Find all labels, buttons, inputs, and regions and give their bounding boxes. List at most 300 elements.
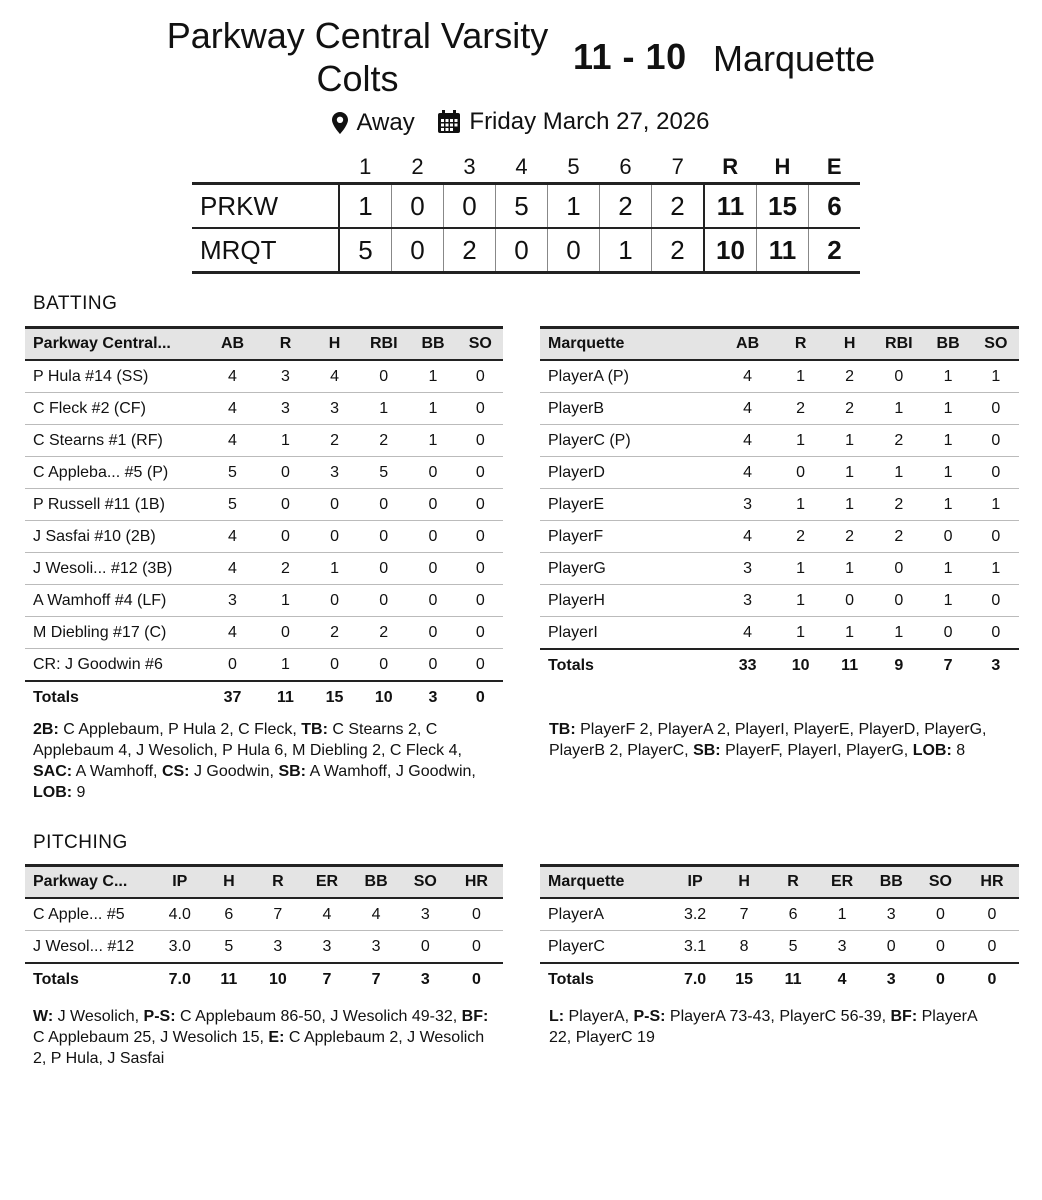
- stat-value: 0: [310, 521, 359, 553]
- stat-value: 11: [769, 963, 818, 995]
- note-label: LOB:: [33, 784, 73, 801]
- note-text: C Stearns 2, C Applebaum 4, J Wesolich, P Hula 6, M Diebling 2, C Fleck 4,: [33, 721, 462, 759]
- totals-label: Totals: [25, 963, 155, 995]
- note-label: P-S:: [633, 1008, 666, 1025]
- stat-value: 5: [204, 489, 261, 521]
- column-header: SO: [413, 873, 437, 890]
- column-header: ER: [831, 873, 854, 890]
- stat-value: 3: [818, 931, 867, 964]
- stat-value: 0: [359, 489, 408, 521]
- away-pitching-notes: [549, 1006, 989, 1048]
- stat-value: 3: [401, 898, 450, 931]
- column-header: Marquette: [548, 335, 625, 352]
- stat-value: 0: [916, 931, 965, 964]
- player-row: [25, 489, 503, 521]
- stat-value: 0: [973, 585, 1019, 617]
- note-label: SB:: [693, 742, 721, 759]
- stat-value: 3: [973, 649, 1019, 681]
- player-row: [25, 521, 503, 553]
- column-header: AB: [220, 335, 245, 352]
- stat-value: 15: [720, 963, 769, 995]
- stat-value: 0: [458, 553, 503, 585]
- note-label: BF:: [461, 1008, 489, 1025]
- note-label: BF:: [890, 1008, 918, 1025]
- stat-value: 1: [923, 585, 972, 617]
- team-abbr: MRQT: [200, 234, 277, 265]
- runs-header: R: [722, 154, 739, 179]
- stat-value: 0: [401, 931, 450, 964]
- game-header: [0, 14, 1042, 104]
- note-label: TB:: [301, 721, 328, 738]
- player-name: PlayerA: [540, 898, 671, 931]
- inning-score: 2: [600, 184, 652, 229]
- stat-value: 6: [769, 898, 818, 931]
- errors-total: 6: [809, 184, 861, 229]
- stat-value: 0: [408, 521, 457, 553]
- note-text: PlayerF, PlayerI, PlayerG,: [720, 742, 913, 759]
- inning-score: 1: [600, 228, 652, 273]
- inning-score: 0: [444, 184, 496, 229]
- note-text: A Wamhoff,: [72, 763, 162, 780]
- stat-value: 1: [825, 617, 874, 650]
- stat-value: 2: [359, 425, 408, 457]
- stat-value: 1: [923, 489, 972, 521]
- stat-value: 3: [401, 963, 450, 995]
- totals-label: Totals: [25, 681, 204, 713]
- inning-score: 0: [392, 184, 444, 229]
- stat-value: 0: [408, 553, 457, 585]
- stat-value: 1: [923, 360, 972, 393]
- stat-value: 7: [720, 898, 769, 931]
- stat-value: 15: [310, 681, 359, 713]
- stat-value: 1: [776, 585, 825, 617]
- player-name: PlayerA (P): [540, 360, 719, 393]
- player-row: [25, 898, 503, 931]
- player-name: PlayerD: [540, 457, 719, 489]
- column-header: R: [794, 335, 807, 352]
- stat-value: 4: [719, 521, 776, 553]
- stat-value: 1: [923, 393, 972, 425]
- stat-value: 4: [204, 617, 261, 649]
- stat-value: 1: [973, 360, 1019, 393]
- note-label: P-S:: [143, 1008, 176, 1025]
- stat-value: 0: [458, 457, 503, 489]
- stat-value: 3: [867, 898, 916, 931]
- stat-value: 3: [719, 585, 776, 617]
- column-header: BB: [421, 335, 445, 352]
- player-name: PlayerB: [540, 393, 719, 425]
- player-name: PlayerE: [540, 489, 719, 521]
- note-label: LOB:: [912, 742, 952, 759]
- player-name: P Russell #11 (1B): [25, 489, 204, 521]
- stat-value: 0: [965, 963, 1019, 995]
- player-name: C Appleba... #5 (P): [25, 457, 204, 489]
- home-team-name: Parkway Central Varsity Colts: [166, 15, 549, 99]
- note-text: C Applebaum 86-50, J Wesolich 49-32,: [175, 1008, 462, 1025]
- player-row: [25, 425, 503, 457]
- column-header: Parkway Central...: [33, 335, 171, 352]
- totals-row: [25, 681, 503, 713]
- stat-value: 0: [973, 457, 1019, 489]
- stat-value: 10: [359, 681, 408, 713]
- team-column-header: [192, 152, 339, 184]
- inning-score: 5: [496, 184, 548, 229]
- column-header: R: [279, 335, 292, 352]
- stat-value: 1: [825, 457, 874, 489]
- stat-value: 1: [310, 553, 359, 585]
- inning-header: 4: [515, 154, 528, 179]
- stat-value: 7.0: [671, 963, 720, 995]
- stat-value: 0: [408, 585, 457, 617]
- line-score-table: [192, 152, 860, 274]
- note-text: PlayerA,: [564, 1008, 634, 1025]
- stat-value: 4: [310, 360, 359, 393]
- location-label: Away: [356, 109, 415, 136]
- stat-value: 0: [310, 489, 359, 521]
- stat-value: 1: [874, 457, 923, 489]
- column-header: R: [272, 873, 284, 890]
- stat-value: 2: [359, 617, 408, 649]
- stat-value: 0: [458, 360, 503, 393]
- column-header: HR: [464, 873, 488, 890]
- stat-value: 6: [204, 898, 253, 931]
- stat-value: 0: [458, 393, 503, 425]
- stat-value: 0: [359, 521, 408, 553]
- player-name: C Fleck #2 (CF): [25, 393, 204, 425]
- stat-value: 1: [825, 553, 874, 585]
- stat-value: 1: [973, 489, 1019, 521]
- player-name: P Hula #14 (SS): [25, 360, 204, 393]
- inning-score: 2: [652, 184, 705, 229]
- stat-value: 1: [973, 553, 1019, 585]
- player-row: [540, 617, 1019, 650]
- stat-value: 3: [719, 489, 776, 521]
- column-header: BB: [364, 873, 388, 890]
- date-label: Friday March 27, 2026: [469, 108, 710, 135]
- stat-value: 2: [310, 617, 359, 649]
- player-row: [25, 553, 503, 585]
- stat-value: 0: [973, 617, 1019, 650]
- player-name: CR: J Goodwin #6: [25, 649, 204, 682]
- stat-value: 0: [261, 489, 310, 521]
- stat-value: 10: [776, 649, 825, 681]
- stat-value: 0: [965, 898, 1019, 931]
- note-label: SAC:: [33, 763, 73, 780]
- stat-value: 1: [359, 393, 408, 425]
- stat-value: 2: [825, 521, 874, 553]
- stat-value: 4: [204, 360, 261, 393]
- column-header: H: [843, 335, 856, 352]
- stat-value: 7: [923, 649, 972, 681]
- stat-value: 0: [458, 489, 503, 521]
- stat-value: 1: [874, 393, 923, 425]
- stat-value: 4: [204, 393, 261, 425]
- player-row: [540, 931, 1019, 964]
- note-text: J Wesolich,: [53, 1008, 144, 1025]
- stat-value: 3: [204, 585, 261, 617]
- note-text: C Applebaum 25, J Wesolich 15,: [33, 1029, 269, 1046]
- calendar-icon: [437, 110, 461, 134]
- home-batting-notes: [33, 719, 505, 803]
- stat-value: 5: [204, 931, 253, 964]
- stat-value: 0: [973, 521, 1019, 553]
- column-header: Parkway C...: [33, 873, 128, 890]
- stat-value: 3: [719, 553, 776, 585]
- stat-value: 1: [776, 489, 825, 521]
- stat-value: 0: [916, 963, 965, 995]
- line-score-row: [192, 228, 860, 273]
- inning-score: 0: [548, 228, 600, 273]
- stat-value: 37: [204, 681, 261, 713]
- stat-value: 0: [867, 931, 916, 964]
- home-pitching-table: [25, 864, 503, 995]
- totals-label: Totals: [540, 963, 671, 995]
- inning-header: 3: [463, 154, 476, 179]
- stat-value: 3: [352, 931, 401, 964]
- inning-score: 5: [339, 228, 392, 273]
- player-name: J Wesoli... #12 (3B): [25, 553, 204, 585]
- stat-value: 0: [408, 617, 457, 649]
- stat-value: 4: [204, 553, 261, 585]
- column-header: H: [738, 873, 750, 890]
- player-name: PlayerH: [540, 585, 719, 617]
- stat-value: 4: [719, 617, 776, 650]
- note-text: C Applebaum, P Hula 2, C Fleck,: [58, 721, 302, 738]
- player-row: [25, 617, 503, 649]
- inning-score: 2: [444, 228, 496, 273]
- totals-label: Totals: [540, 649, 719, 681]
- stat-value: 0: [359, 553, 408, 585]
- stat-value: 10: [253, 963, 302, 995]
- inning-header: 5: [567, 154, 580, 179]
- stat-value: 4: [719, 457, 776, 489]
- stat-value: 1: [818, 898, 867, 931]
- note-text: PlayerF 2, PlayerA 2, PlayerI, PlayerE, PlayerD, PlayerG, PlayerB 2, PlayerC,: [549, 721, 987, 759]
- stat-header-row: [25, 866, 503, 899]
- player-row: [540, 521, 1019, 553]
- inning-score: 0: [496, 228, 548, 273]
- stat-value: 0: [874, 360, 923, 393]
- column-header: BB: [936, 335, 960, 352]
- stat-value: 5: [204, 457, 261, 489]
- stat-value: 0: [359, 649, 408, 682]
- column-header: AB: [736, 335, 760, 352]
- stat-value: 1: [923, 553, 972, 585]
- stat-value: 3: [310, 457, 359, 489]
- runs-total: 10: [704, 228, 757, 273]
- stat-value: 1: [776, 425, 825, 457]
- batting-section-title: BATTING: [33, 293, 118, 314]
- stat-value: 0: [408, 489, 457, 521]
- player-name: J Wesol... #12: [25, 931, 155, 964]
- line-score-row: [192, 184, 860, 229]
- note-text: PlayerA 22, PlayerC 19: [549, 1008, 977, 1046]
- note-text: 9: [72, 784, 86, 801]
- column-header: H: [328, 335, 341, 352]
- stat-value: 0: [450, 898, 503, 931]
- stat-value: 2: [825, 393, 874, 425]
- stat-value: 1: [408, 393, 457, 425]
- stat-value: 0: [825, 585, 874, 617]
- column-header: SO: [468, 335, 492, 352]
- column-header: RBI: [369, 335, 398, 352]
- stat-value: 0: [965, 931, 1019, 964]
- inning-header: 2: [411, 154, 424, 179]
- player-row: [540, 393, 1019, 425]
- stat-value: 1: [874, 617, 923, 650]
- column-header: R: [787, 873, 799, 890]
- player-name: PlayerI: [540, 617, 719, 650]
- player-row: [25, 585, 503, 617]
- stat-value: 0: [458, 617, 503, 649]
- stat-value: 4: [204, 521, 261, 553]
- player-name: PlayerC: [540, 931, 671, 964]
- stat-value: 7.0: [155, 963, 204, 995]
- hits-total: 11: [757, 228, 809, 273]
- player-name: C Apple... #5: [25, 898, 155, 931]
- note-text: J Goodwin,: [189, 763, 279, 780]
- stat-value: 5: [769, 931, 818, 964]
- stat-value: 2: [874, 425, 923, 457]
- note-label: E:: [268, 1029, 285, 1046]
- note-text: A Wamhoff, J Goodwin,: [306, 763, 476, 780]
- stat-value: 2: [874, 521, 923, 553]
- inning-score: 0: [392, 228, 444, 273]
- stat-value: 11: [825, 649, 874, 681]
- column-header: RBI: [885, 335, 913, 352]
- stat-value: 1: [261, 649, 310, 682]
- stat-value: 1: [776, 617, 825, 650]
- map-pin-icon: [332, 112, 348, 134]
- stat-value: 1: [776, 553, 825, 585]
- stat-value: 2: [310, 425, 359, 457]
- date-info: [437, 108, 709, 136]
- stat-value: 0: [923, 521, 972, 553]
- column-header: H: [223, 873, 235, 890]
- away-team-name: Marquette: [713, 38, 876, 79]
- column-header: Marquette: [548, 873, 625, 890]
- stat-value: 1: [825, 489, 874, 521]
- stat-value: 3: [310, 393, 359, 425]
- away-pitching-table: [540, 864, 1019, 995]
- stat-value: 3.2: [671, 898, 720, 931]
- player-row: [25, 649, 503, 682]
- stat-value: 0: [973, 425, 1019, 457]
- stat-value: 4: [818, 963, 867, 995]
- totals-row: [25, 963, 503, 995]
- stat-header-row: [25, 328, 503, 361]
- stat-value: 3: [867, 963, 916, 995]
- stat-value: 2: [776, 521, 825, 553]
- inning-score: 1: [339, 184, 392, 229]
- errors-total: 2: [809, 228, 861, 273]
- stat-value: 1: [923, 425, 972, 457]
- stat-value: 0: [204, 649, 261, 682]
- stat-value: 0: [973, 393, 1019, 425]
- stat-value: 0: [261, 617, 310, 649]
- final-score: 11 - 10: [573, 36, 687, 77]
- location-info: [332, 109, 414, 137]
- player-name: PlayerF: [540, 521, 719, 553]
- stat-value: 4: [204, 425, 261, 457]
- column-header: IP: [687, 873, 703, 890]
- home-pitching-notes: [33, 1006, 493, 1069]
- player-row: [25, 393, 503, 425]
- stat-value: 0: [408, 457, 457, 489]
- stat-header-row: [540, 866, 1019, 899]
- stat-value: 0: [458, 649, 503, 682]
- stat-value: 3: [261, 393, 310, 425]
- stat-value: 7: [302, 963, 351, 995]
- home-batting-table: [25, 326, 503, 713]
- team-abbr: PRKW: [200, 190, 278, 221]
- stat-value: 1: [261, 585, 310, 617]
- stat-value: 1: [825, 425, 874, 457]
- runs-total: 11: [704, 184, 757, 229]
- player-row: [25, 457, 503, 489]
- stat-value: 0: [261, 521, 310, 553]
- player-row: [25, 931, 503, 964]
- column-header: SO: [928, 873, 952, 890]
- stat-value: 7: [253, 898, 302, 931]
- player-row: [540, 553, 1019, 585]
- stat-value: 0: [776, 457, 825, 489]
- totals-row: [540, 963, 1019, 995]
- stat-value: 1: [408, 425, 457, 457]
- stat-value: 33: [719, 649, 776, 681]
- away-batting-table: [540, 326, 1019, 681]
- player-row: [540, 898, 1019, 931]
- errors-header: E: [826, 154, 842, 179]
- stat-value: 0: [874, 585, 923, 617]
- totals-row: [540, 649, 1019, 681]
- inning-score: 2: [652, 228, 705, 273]
- note-label: W:: [33, 1008, 54, 1025]
- column-header: ER: [315, 873, 339, 890]
- stat-value: 9: [874, 649, 923, 681]
- stat-value: 1: [408, 360, 457, 393]
- player-name: C Stearns #1 (RF): [25, 425, 204, 457]
- column-header: IP: [172, 873, 188, 890]
- stat-header-row: [540, 328, 1019, 361]
- stat-value: 1: [776, 360, 825, 393]
- stat-value: 11: [204, 963, 253, 995]
- stat-value: 0: [359, 360, 408, 393]
- column-header: BB: [879, 873, 903, 890]
- stat-value: 0: [458, 585, 503, 617]
- player-row: [25, 360, 503, 393]
- hits-total: 15: [757, 184, 809, 229]
- stat-value: 2: [261, 553, 310, 585]
- stat-value: 0: [261, 457, 310, 489]
- stat-value: 0: [458, 521, 503, 553]
- player-name: M Diebling #17 (C): [25, 617, 204, 649]
- stat-value: 3: [408, 681, 457, 713]
- stat-value: 0: [874, 553, 923, 585]
- stat-value: 0: [310, 585, 359, 617]
- stat-value: 1: [261, 425, 310, 457]
- inning-score: 1: [548, 184, 600, 229]
- note-label: 2B:: [33, 721, 59, 738]
- stat-value: 2: [874, 489, 923, 521]
- stat-value: 0: [916, 898, 965, 931]
- stat-value: 5: [359, 457, 408, 489]
- stat-value: 2: [776, 393, 825, 425]
- stat-value: 4: [719, 393, 776, 425]
- stat-value: 3: [261, 360, 310, 393]
- stat-value: 1: [923, 457, 972, 489]
- stat-value: 0: [450, 931, 503, 964]
